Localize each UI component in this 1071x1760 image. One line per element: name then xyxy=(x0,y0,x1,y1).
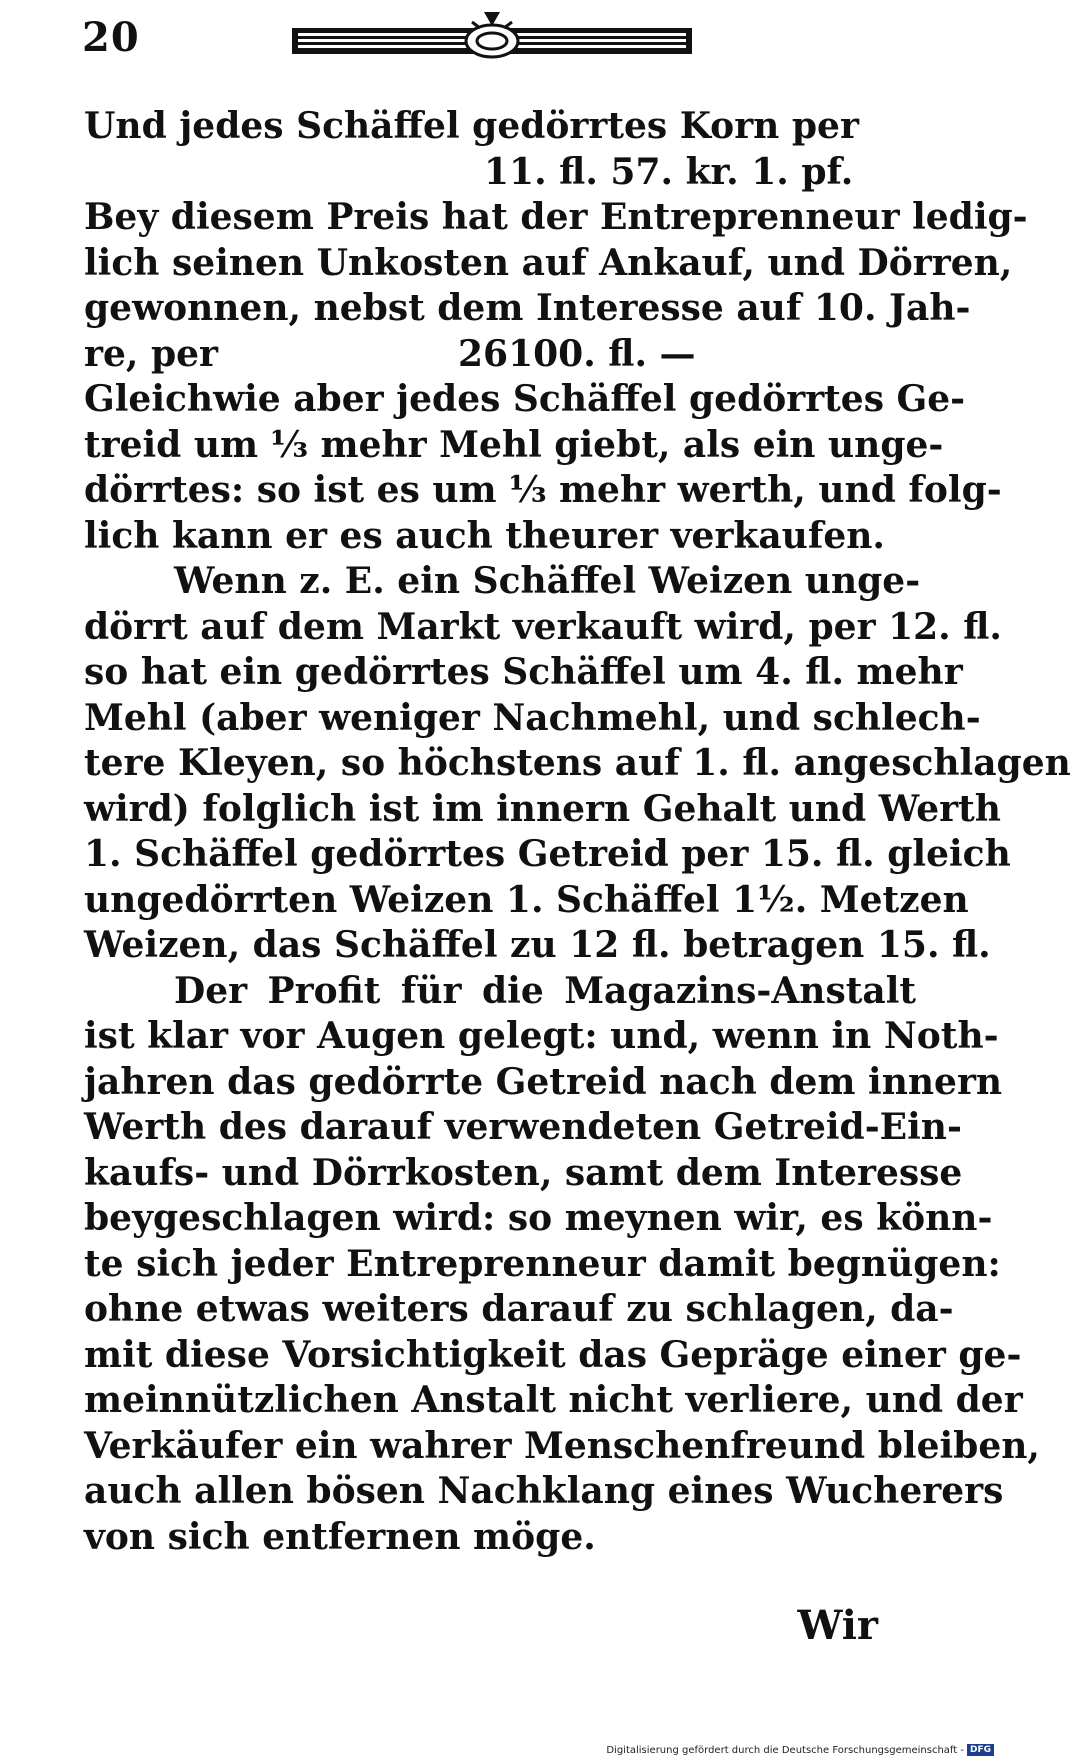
dfg-logo-icon: DFG xyxy=(967,1744,994,1756)
text-line: dörrt auf dem Markt verkauft wird, per 12. fl. xyxy=(84,605,1002,648)
text-line: Werth des darauf verwendeten Getreid-Ein- xyxy=(84,1106,962,1148)
text-line: lich seinen Unkosten auf Ankauf, und Dörren, xyxy=(84,241,1013,284)
text-line: 1. Schäffel gedörrtes Getreid per 15. fl. gleich xyxy=(84,833,1011,875)
text-line: Bey diesem Preis hat der Entreprenneur ledig- xyxy=(84,196,1028,238)
ornament-header-icon xyxy=(292,8,692,64)
text-line: jahren das gedörrte Getreid nach dem innern xyxy=(84,1060,1003,1103)
text-line: treid um ⅓ mehr Mehl giebt, als ein unge- xyxy=(84,423,944,466)
text-line: lich kann er es auch theurer verkaufen. xyxy=(84,514,885,557)
text-line: Weizen, das Schäffel zu 12 fl. betragen 15. fl. xyxy=(84,924,991,966)
text-line: Und jedes Schäffel gedörrtes Korn per xyxy=(84,105,859,147)
text-line: Mehl (aber weniger Nachmehl, und schlech- xyxy=(84,696,981,739)
text-line: so hat ein gedörrtes Schäffel um 4. fl. mehr xyxy=(84,651,963,693)
text-line: auch allen bösen Nachklang eines Wucherers xyxy=(84,1470,1004,1512)
text-line: Verkäufer ein wahrer Menschenfreund bleiben, xyxy=(84,1424,1040,1467)
digitization-credit xyxy=(606,1744,994,1756)
text-line: meinnützlichen Anstalt nicht verliere, und der xyxy=(84,1379,1023,1421)
text-line: gewonnen, nebst dem Interesse auf 10. Jah- xyxy=(84,287,971,329)
text-line: kaufs- und Dörrkosten, samt dem Interesse xyxy=(84,1151,963,1194)
text-line: ungedörrten Weizen 1. Schäffel 1½. Metzen xyxy=(84,878,969,921)
credit-text: Digitalisierung gefördert durch die Deutsche Forschungsgemeinschaft - xyxy=(606,1744,964,1756)
text-line: Der Profit für die Magazins-Anstalt xyxy=(174,969,916,1012)
text-fragment: re, per xyxy=(84,332,218,375)
page-number: 20 xyxy=(82,14,140,61)
text-line: ist klar vor Augen gelegt: und, wenn in Noth- xyxy=(84,1015,999,1057)
text-line: beygeschlagen wird: so meynen wir, es könn- xyxy=(84,1197,993,1239)
text-line: Gleichwie aber jedes Schäffel gedörrtes Ge- xyxy=(84,378,966,420)
text-line: te sich jeder Entreprenneur damit begnügen: xyxy=(84,1242,1001,1285)
text-line: tere Kleyen, so höchstens auf 1. fl. angeschlagen xyxy=(84,742,1071,784)
amount-value: 26100. fl. — xyxy=(457,332,696,375)
text-line xyxy=(84,332,916,378)
body-text xyxy=(84,104,1071,1560)
text-line: mit diese Vorsichtigkeit das Gepräge einer ge- xyxy=(84,1333,1022,1376)
text-line: 11. fl. 57. kr. 1. pf. xyxy=(484,150,854,193)
text-line: ohne etwas weiters darauf zu schlagen, da- xyxy=(84,1288,954,1330)
text-line: Wenn z. E. ein Schäffel Weizen unge- xyxy=(174,560,921,602)
text-line: dörrtes: so ist es um ⅓ mehr werth, und folg- xyxy=(84,469,1002,511)
text-line: wird) folglich ist im innern Gehalt und Werth xyxy=(84,787,1001,830)
text-line: von sich entfernen möge. xyxy=(84,1515,596,1558)
catchword: Wir xyxy=(797,1602,878,1649)
